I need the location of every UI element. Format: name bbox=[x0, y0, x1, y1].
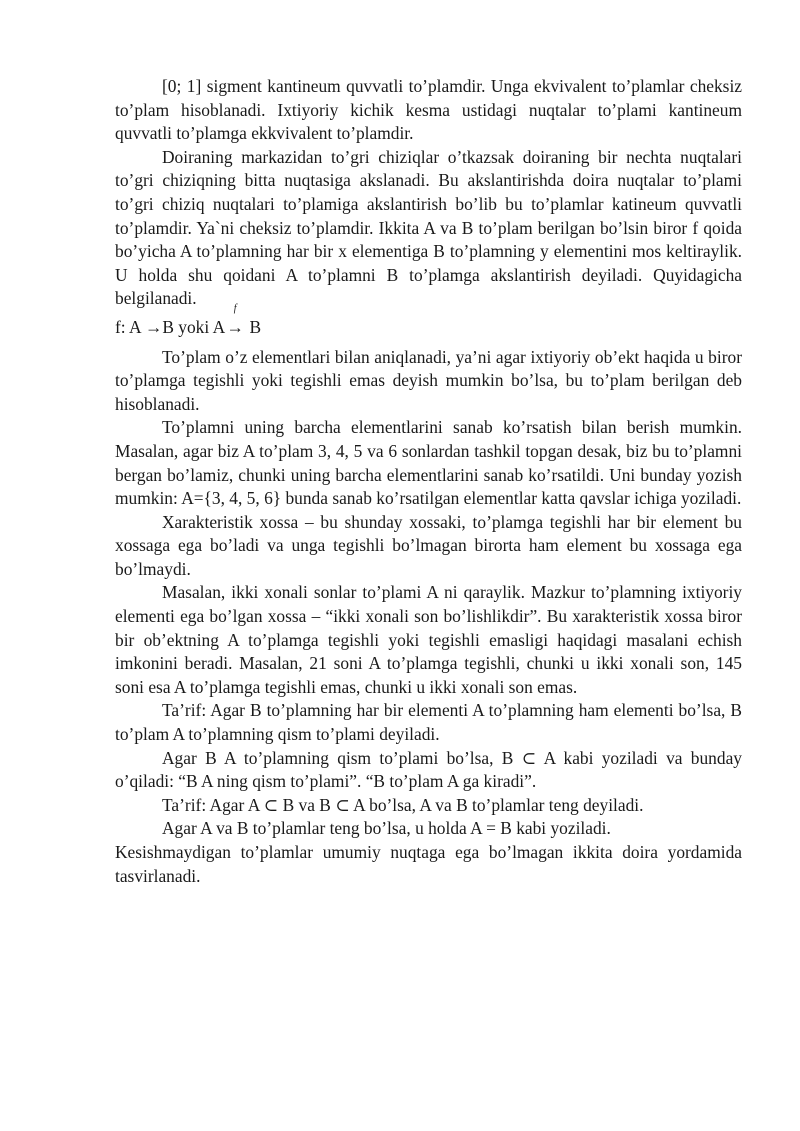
mapping-formula bbox=[115, 302, 742, 340]
formula-left: f: A →B yoki A bbox=[115, 316, 226, 337]
arrow-label: f bbox=[233, 302, 237, 314]
paragraph-subset-definition: Ta’rif: Agar B to’plamning har bir elementi A to’plamning ham elementi bo’lsa, B to’plam A to’plamning qism to’plami deyiladi. bbox=[115, 700, 742, 745]
paragraph-set-definition: To’plam o’z elementlari bilan aniqlanadi, ya’ni agar ixtiyoriy ob’ekt haqida u biror to’plamga tegishli yoki tegishli emas deyish mumkin bo’lsa, bu to’plam berilgan deb hisoblanadi. bbox=[115, 346, 742, 414]
paragraph-equality-notation: Agar A va B to’plamlar teng bo’lsa, u holda A = B kabi yoziladi. bbox=[162, 818, 611, 839]
paragraph-subset-notation: Agar B A to’plamning qism to’plami bo’lsa, B ⊂ A kabi yoziladi va bunday o’qiladi: “B A ning qism to’plami”. “B to’plam A ga kiradi”. bbox=[115, 747, 742, 792]
document-page bbox=[115, 75, 742, 888]
paragraph-circle-mapping: Doiraning markazidan to’gri chiziqlar o’tkazsak doiraning bir nechta nuqtalari to’gri chiziqning bitta nuqtasiga akslanadi. Bu akslantirishda doira nuqtalar to’plami to’gri chiziq nuqtalari to’plamiga akslantirish bo’lib bu to’plamlar katineum quvvatli to’plamdir. Ya`ni cheksiz to’plamdir. Ikkita A va B to’plam berilgan bo’lsin biror f qoida bo’yicha A to’plamning har bir x elementiga B to’plamning y elementini mos keltiraylik. U holda shu qoidani A to’plamni B to’plamga akslantirish deyiladi. Quyidagicha belgilanadi. bbox=[115, 146, 742, 309]
paragraph-two-digit-example: Masalan, ikki xonali sonlar to’plami A ni qaraylik. Mazkur to’plamning ixtiyoriy elementi ega bo’lgan xossa – “ikki xonali son bo’lishlikdir”. Bu xarakteristik xossa biror bir ob’ektning A to’plamga tegishli yoki tegishli emasligi haqidagi masalani echish imkonini beradi. Masalan, 21 soni A to’plamga tegishli, chunki u ikki xonali son, 145 soni esa A to’plamga tegishli emas, chunki u ikki xonali son emas. bbox=[115, 582, 742, 697]
labeled-arrow bbox=[225, 302, 245, 340]
paragraph-continuum-segment: [0; 1] sigment kantineum quvvatli to’plamdir. Unga ekvivalent to’plamlar cheksiz to’plam hisoblanadi. Ixtiyoriy kichik kesma ustidagi nuqtalar to’plami kantineum quvvatli to’plamga ekkvivalent to’plamdir. bbox=[115, 76, 742, 144]
paragraph-characteristic-property: Xarakteristik xossa – bu shunday xossaki, to’plamga tegishli har bir element bu xossaga ega bo’ladi va unga tegishli bo’lmagan birorta ham element bu xossaga ega bo’lmaydi. bbox=[115, 511, 742, 579]
paragraph-enumeration: To’plamni uning barcha elementlarini sanab ko’rsatish bilan berish mumkin. Masalan, agar biz A to’plam 3, 4, 5 va 6 sonlardan tashkil topgan desak, biz bu to’plamni bergan bo’lamiz, chunki uning barcha elementlarini sanab ko’rsatildi. Uni bunday yozish mumkin: A={3, 4, 5, 6} bunda sanab ko’rsatilgan elementlar katta qavslar ichiga yoziladi. bbox=[115, 417, 742, 509]
formula-right: B bbox=[245, 316, 262, 337]
paragraph-disjoint-sets: Kesishmaydigan to’plamlar umumiy nuqtaga ega bo’lmagan ikkita doira yordamida tasvirlanadi. bbox=[115, 842, 742, 886]
arrow-symbol: → bbox=[226, 316, 244, 337]
paragraph-equality-definition: Ta’rif: Agar A ⊂ B va B ⊂ A bo’lsa, A va B to’plamlar teng deyiladi. bbox=[162, 794, 644, 815]
